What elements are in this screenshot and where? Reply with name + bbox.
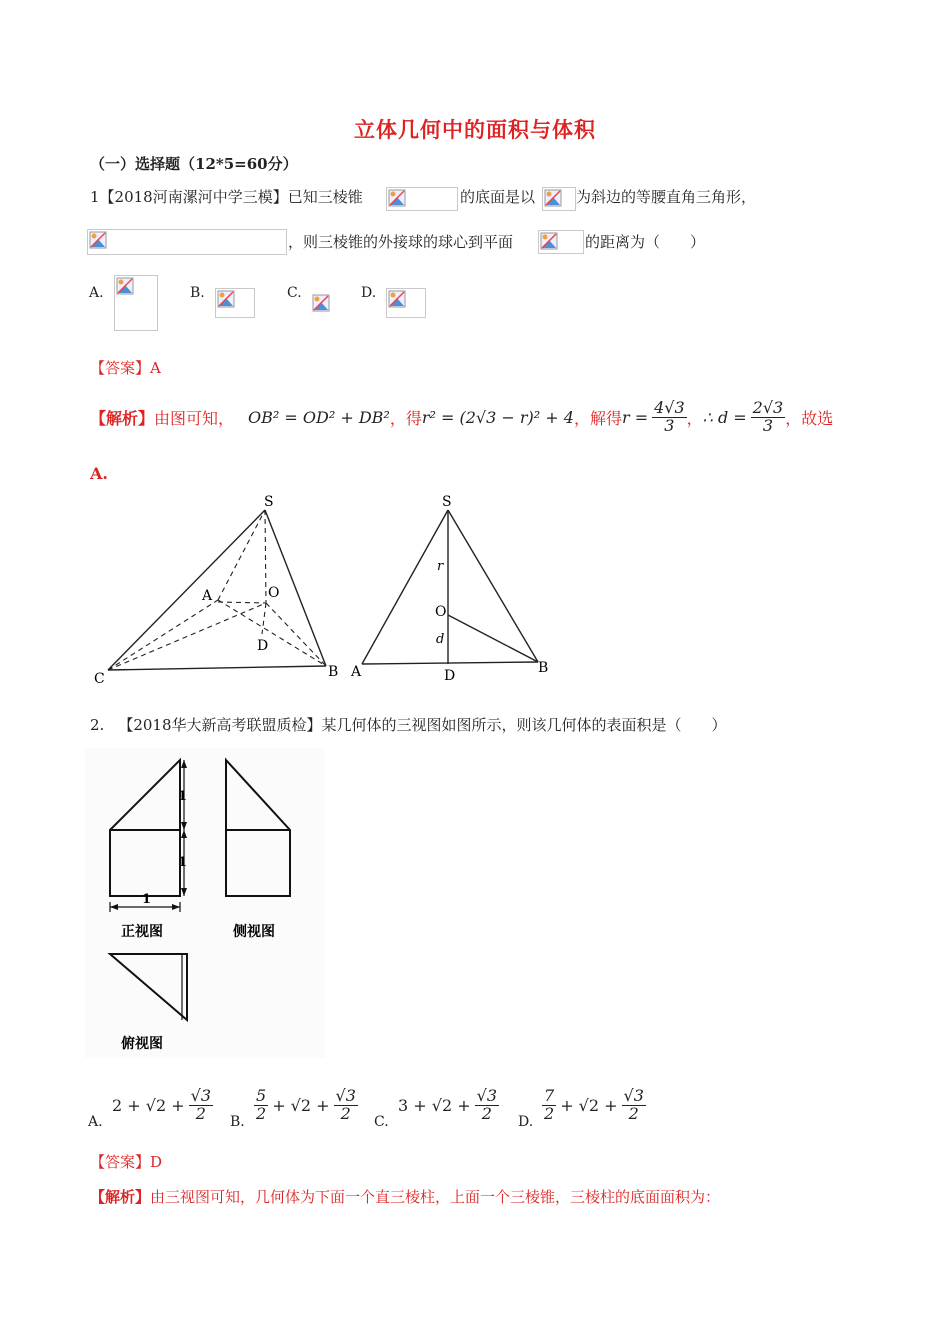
q1-analysis-text-a: 由图可知， (154, 408, 235, 428)
broken-image-icon (87, 229, 287, 255)
q1-option-c[interactable]: C. (287, 285, 302, 301)
q2-option-c-text: 3 + √2 + (398, 1095, 471, 1115)
dim-height-bottom: 1 (178, 855, 188, 870)
section-heading: （一）选择题（12*5=60分） (90, 155, 298, 173)
q2-option-b-text: + √2 + (272, 1095, 330, 1115)
frac-num: √3 (190, 1085, 211, 1105)
q1-eq2: r² = (2√3 − r)² + 4 (421, 407, 574, 427)
q1-number: 1 (90, 188, 100, 206)
fig2-label-r: r (437, 559, 444, 574)
q2-number: 2. (90, 716, 105, 734)
q1-r-num: 4√3 (654, 397, 685, 417)
q2-option-c[interactable] (398, 1083, 499, 1127)
q2-line (90, 714, 727, 735)
q2-analysis (90, 1186, 720, 1207)
q2-option-d-text: + √2 + (560, 1095, 618, 1115)
q2-answer: 【答案】D (90, 1153, 163, 1171)
cross-section-figure (345, 490, 565, 690)
q2-option-d-label[interactable]: D. (518, 1114, 534, 1130)
q1-d-fraction (751, 397, 786, 435)
dim-width: 1 (142, 892, 152, 907)
frac-den: 2 (256, 1103, 267, 1123)
q2-option-d-lead-frac (542, 1085, 556, 1123)
side-view-label: 侧视图 (233, 924, 275, 940)
q1-eq4: ∴ d = (702, 407, 747, 427)
q1-analysis-choice: A. (90, 464, 108, 483)
q1-answer: 【答案】A (90, 359, 161, 377)
page-title: 立体几何中的面积与体积 (354, 117, 596, 142)
fig1-label-c: C (94, 671, 105, 687)
q1-eq1: OB² = OD² + DB² (248, 407, 390, 427)
fig2-label-b: B (538, 660, 549, 676)
fig2-label-d: D (444, 668, 456, 684)
q2-text: 某几何体的三视图如图所示，则该几何体的表面积是（ ） (321, 716, 727, 734)
q2-options (88, 1083, 728, 1133)
q2-option-b-frac (334, 1085, 358, 1123)
q1-source: 【2018河南漯河中学三模】 (99, 188, 288, 206)
fig2-label-s: S (442, 494, 452, 510)
q2-source: 【2018华大新高考联盟质检】 (118, 716, 322, 734)
q1-analysis (90, 392, 833, 442)
q1-text4: ，则三棱锥的外接球的球心到平面 (288, 233, 514, 251)
broken-image-icon (215, 288, 255, 318)
q1-analysis-label: 【解析】 (90, 408, 155, 428)
broken-image-icon (114, 275, 158, 331)
tetrahedron-figure (88, 490, 358, 690)
q1-r-fraction (652, 397, 687, 435)
q2-option-a-label[interactable]: A. (88, 1114, 103, 1130)
frac-num: √3 (476, 1085, 497, 1105)
q2-option-d-frac (622, 1085, 646, 1123)
front-view-label: 正视图 (121, 924, 163, 940)
frac-den: 2 (628, 1103, 639, 1123)
q1-r-den: 3 (664, 415, 675, 435)
fig1-label-b: B (328, 664, 339, 680)
fig1-label-o: O (268, 585, 280, 601)
q2-option-d[interactable] (542, 1083, 646, 1127)
q1-text5: 的距离为（ ） (585, 233, 706, 251)
broken-image-icon (386, 288, 426, 318)
q1-analysis-text-e: ，故选 (785, 408, 834, 428)
q2-option-b-label[interactable]: B. (230, 1114, 245, 1130)
frac-num: √3 (623, 1085, 644, 1105)
q2-option-c-frac (475, 1085, 499, 1123)
q2-option-b[interactable] (254, 1083, 358, 1127)
broken-image-icon (386, 187, 458, 211)
frac-den: 2 (195, 1103, 206, 1123)
frac-num: 5 (256, 1085, 267, 1105)
q1-text1: 已知三棱锥 (287, 188, 363, 206)
q1-analysis-text-d: ， (686, 408, 703, 428)
q1-d-den: 3 (762, 415, 774, 435)
fig1-label-d: D (257, 638, 269, 654)
fig1-label-a: A (202, 588, 213, 604)
q2-analysis-label: 【解析】 (90, 1188, 151, 1206)
q1-text2: 的底面是以 (460, 188, 536, 206)
frac-den: 2 (544, 1103, 555, 1123)
q1-line1 (90, 186, 363, 207)
q1-option-b[interactable]: B. (190, 285, 205, 301)
q2-analysis-text: 由三视图可知，几何体为下面一个直三棱柱，上面一个三棱锥，三棱柱的底面面积为： (150, 1188, 721, 1206)
q2-option-a-text: 2 + √2 + (112, 1095, 185, 1115)
frac-num: 7 (544, 1085, 555, 1105)
frac-den: 2 (340, 1103, 351, 1123)
fig2-label-a: A (351, 664, 362, 680)
frac-den: 2 (481, 1103, 492, 1123)
broken-image-icon (542, 187, 576, 211)
q2-option-b-lead-frac (254, 1085, 268, 1123)
dim-height-top: 1 (178, 789, 188, 804)
broken-image-icon (538, 230, 584, 254)
q1-d-num: 2√3 (752, 397, 784, 417)
q2-option-a[interactable] (112, 1083, 213, 1127)
q1-option-d[interactable]: D. (361, 285, 377, 301)
q1-text3: 为斜边的等腰直角三角形， (576, 188, 757, 206)
q1-eq3: r = (621, 407, 649, 427)
three-views-figure (85, 748, 325, 1058)
fig2-label-o: O (435, 604, 447, 620)
q2-option-c-label[interactable]: C. (374, 1114, 389, 1130)
q1-analysis-text-c: ，解得 (573, 408, 622, 428)
q1-analysis-text-b: ，得 (389, 408, 422, 428)
q2-option-a-frac (189, 1085, 213, 1123)
fig1-label-s: S (264, 494, 274, 510)
top-view-label: 俯视图 (121, 1036, 163, 1052)
q1-option-a[interactable]: A. (89, 285, 104, 301)
fig2-label-d-var: d (436, 632, 445, 647)
broken-image-icon (311, 293, 331, 313)
frac-num: √3 (335, 1085, 356, 1105)
